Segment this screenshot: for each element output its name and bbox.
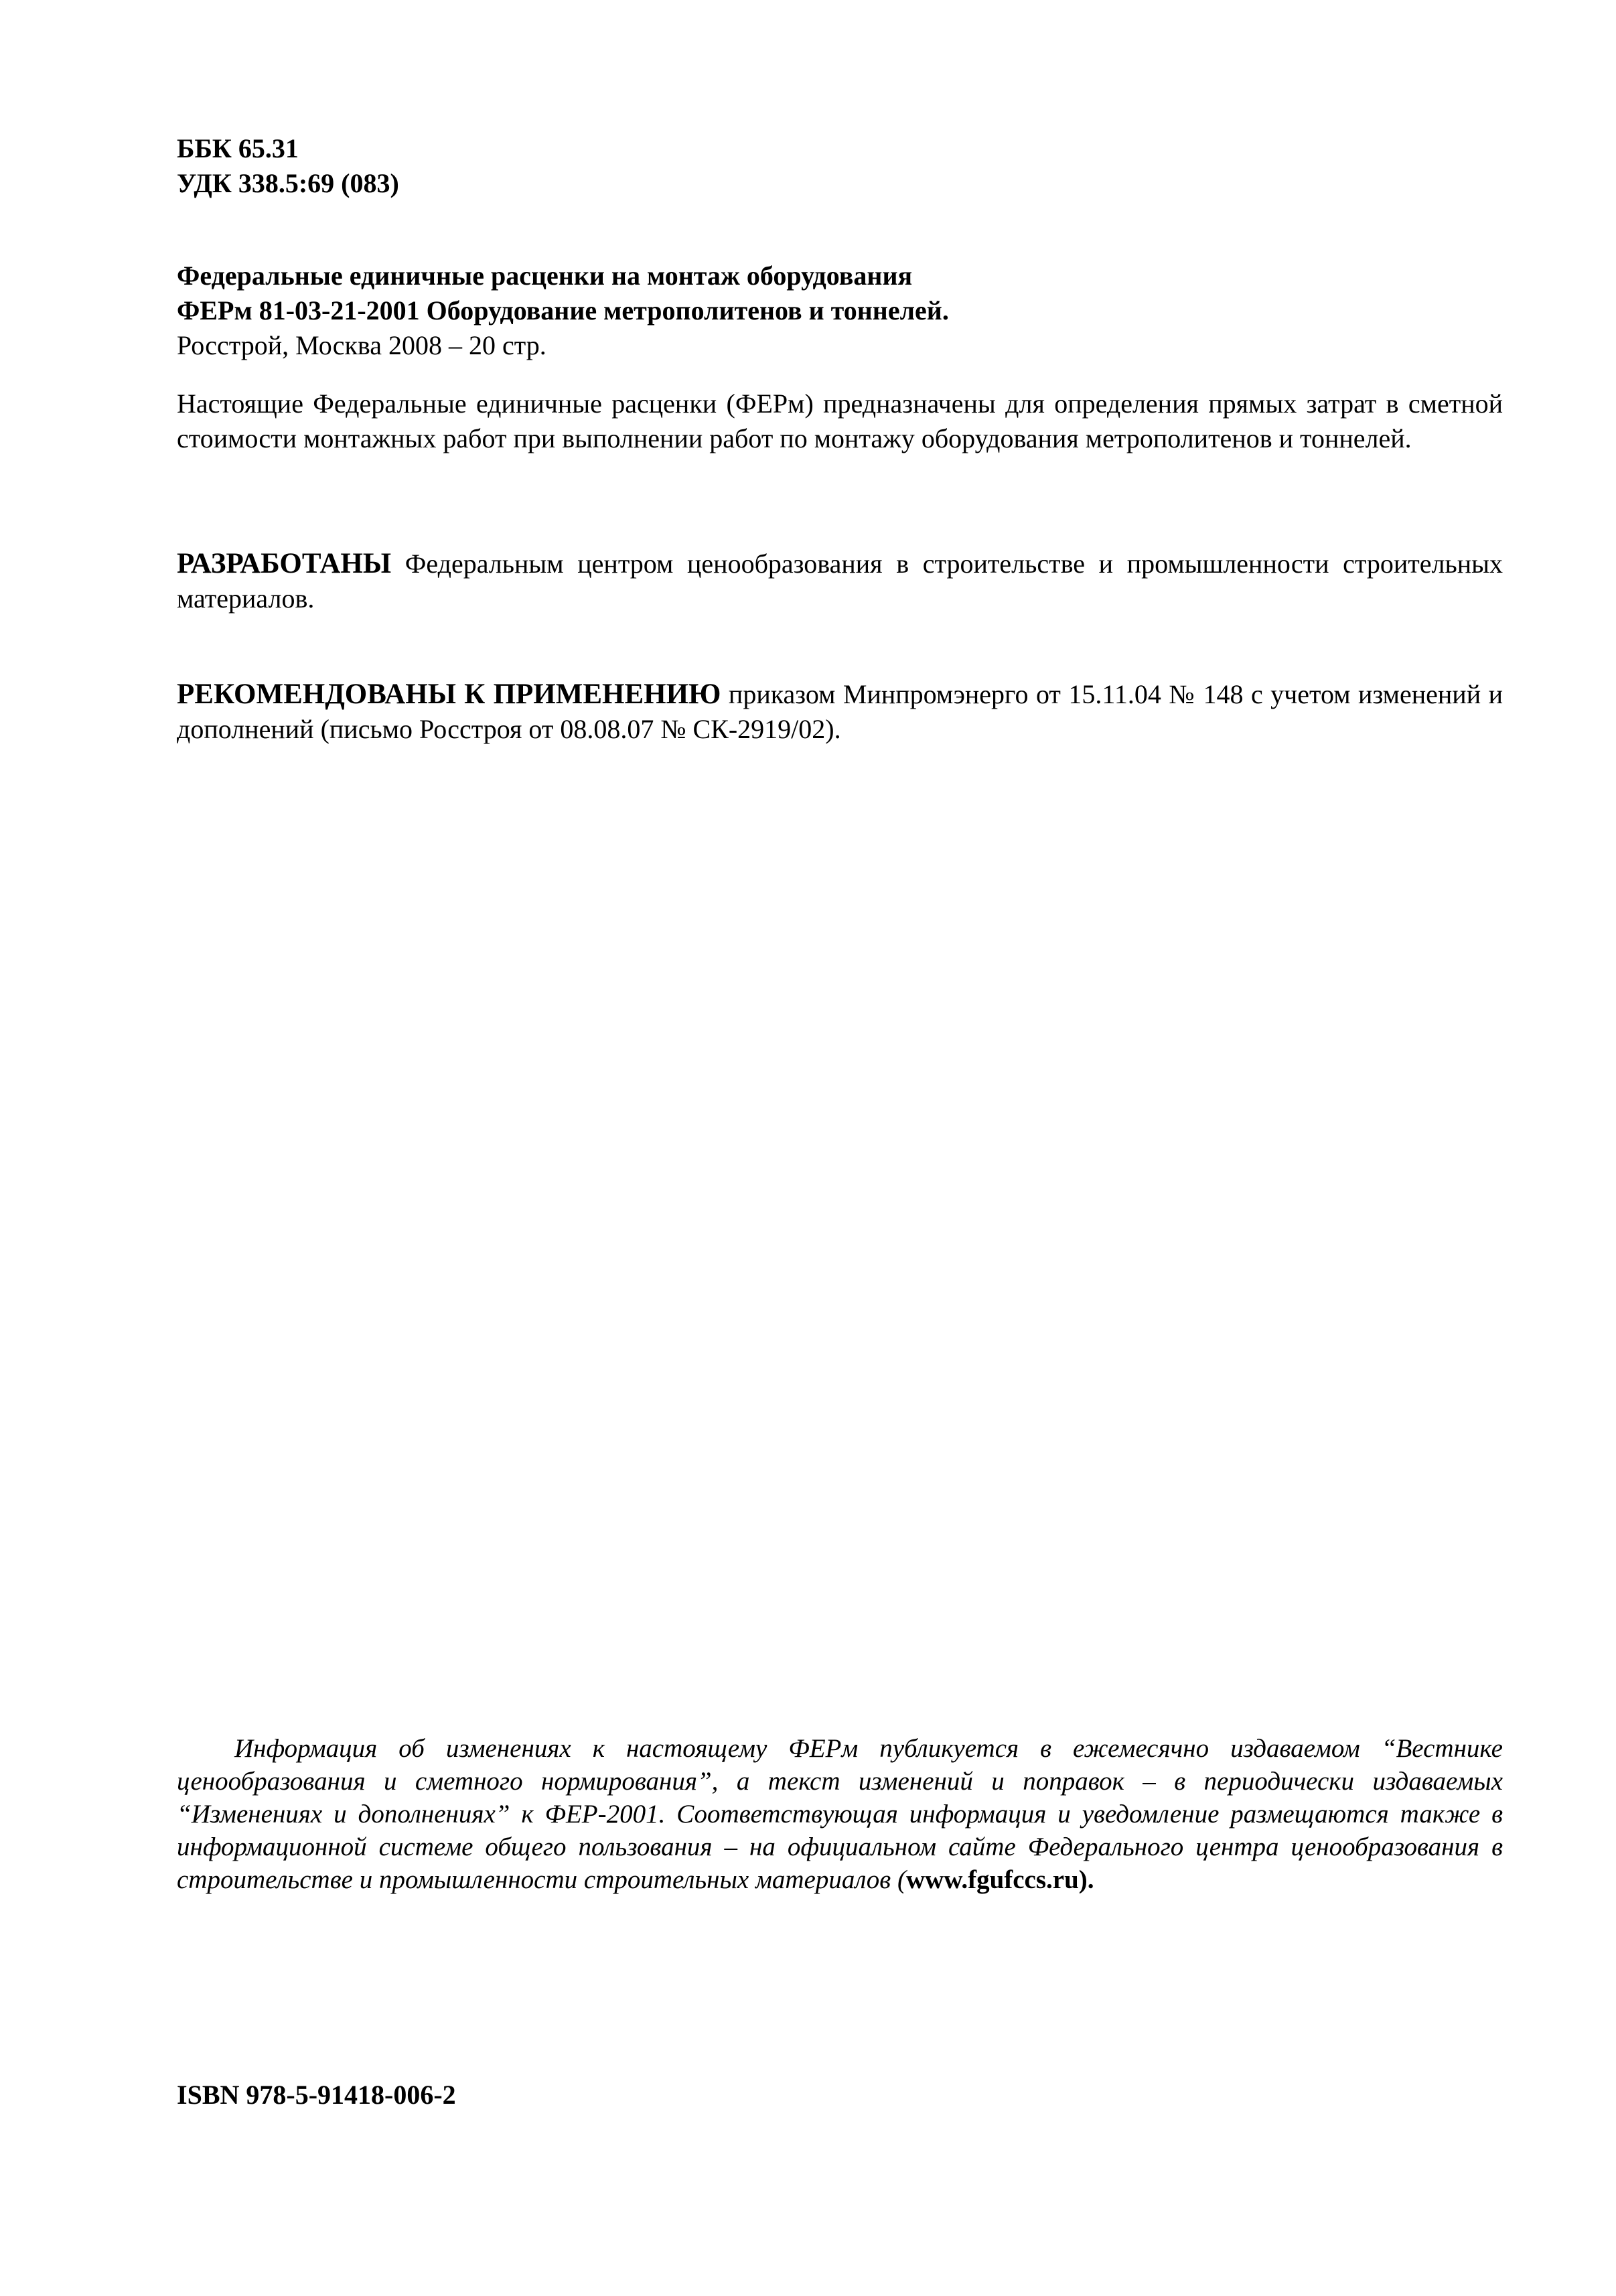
- info-tail: ).: [1078, 1865, 1094, 1894]
- recommended-text: приказом Минпромэнерго от 15.11.04 № 148 с учетом изменений и дополнений (письмо Росстроя от 08.08.07 № СК-2919/02).: [177, 679, 1503, 744]
- title-line-2: ФЕРм 81-03-21-2001 Оборудование метрополитенов и тоннелей.: [177, 295, 949, 326]
- title-block: [177, 259, 1503, 363]
- info-block: [177, 1732, 1503, 1896]
- developed-paragraph: [177, 547, 1503, 616]
- title-line-1: Федеральные единичные расценки на монтаж оборудования: [177, 261, 913, 291]
- info-text: Информация об изменениях к настоящему ФЕРм публикуется в ежемесячно издаваемом “Вестнике ценообразования и сметного нормирования”, а текст изменений и поправок – в периодически издаваемых “Изменениях и дополнениях” к ФЕР-2001. Соответствующая информация и уведомление размещаются также в информационной системе общего пользования – на официальном сайте Федерального центра ценообразования в строительстве и промышленности строительных материалов (: [177, 1734, 1503, 1894]
- isbn: ISBN 978-5-91418-006-2: [177, 2080, 456, 2110]
- recommended-label: РЕКОМЕНДОВАНЫ К ПРИМЕНЕНИЮ: [177, 678, 721, 710]
- publisher-line: Росстрой, Москва 2008 – 20 стр.: [177, 330, 546, 360]
- description-paragraph: Настоящие Федеральные единичные расценки (ФЕРм) предназначены для определения прямых затрат в сметной стоимости монтажных работ при выполнении работ по монтажу оборудования метрополитенов и тоннелей.: [177, 388, 1503, 453]
- info-paragraph: [177, 1732, 1503, 1896]
- isbn-block: [177, 2078, 1503, 2112]
- udk-code: УДК 338.5:69 (083): [177, 168, 399, 198]
- description-block: [177, 386, 1503, 456]
- recommended-paragraph: [177, 677, 1503, 747]
- developed-block: [177, 547, 1503, 616]
- developed-text: Федеральным центром ценообразования в строительстве и промышленности строительных материалов.: [177, 549, 1503, 614]
- classification-block: [177, 131, 1503, 201]
- recommended-block: [177, 677, 1503, 747]
- developed-label: РАЗРАБОТАНЫ: [177, 548, 392, 579]
- bbk-code: ББК 65.31: [177, 133, 299, 163]
- info-url: www.fgufccs.ru: [905, 1865, 1079, 1894]
